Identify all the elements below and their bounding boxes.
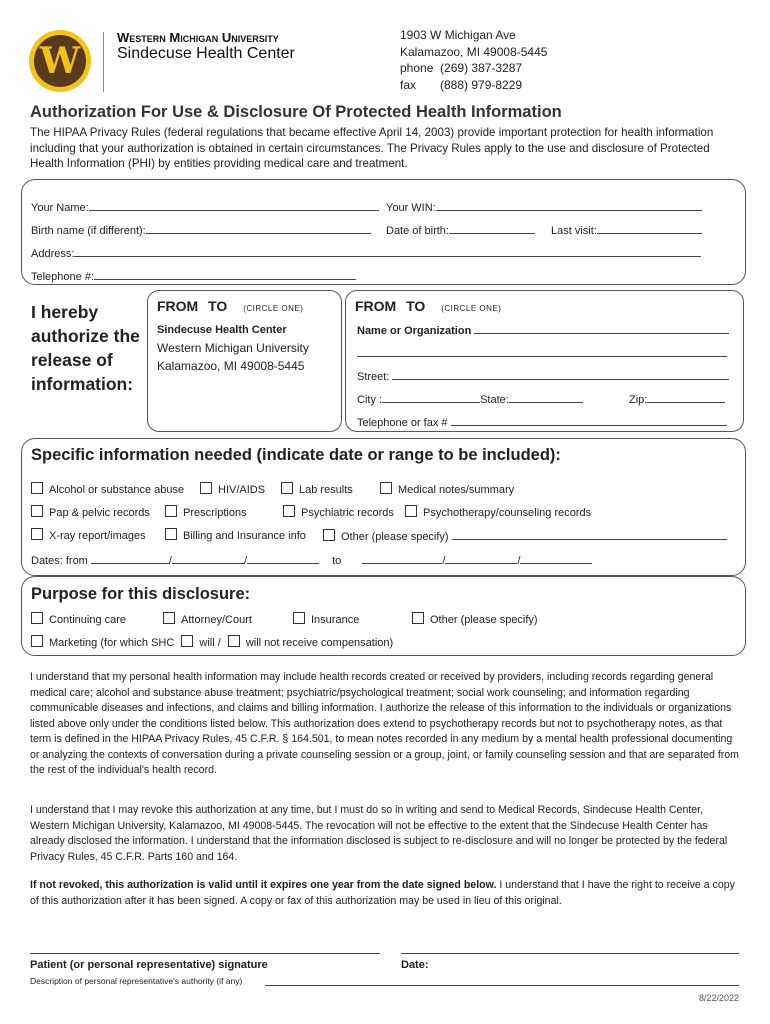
checkbox[interactable]: [283, 505, 295, 517]
phone-fax-row: [357, 414, 727, 431]
checkbox[interactable]: [281, 482, 293, 494]
slash: /: [442, 555, 446, 567]
opt-alcohol[interactable]: [31, 482, 184, 498]
paragraph-validity: [30, 878, 742, 909]
checkbox[interactable]: [405, 505, 417, 517]
last-visit-field[interactable]: [597, 222, 702, 234]
from-1-org: Sindecuse Health Center: [157, 324, 287, 336]
opt-pap[interactable]: [31, 505, 150, 521]
checkbox[interactable]: [163, 612, 175, 624]
checkbox[interactable]: [31, 505, 43, 517]
logo-inner: [34, 35, 86, 87]
from-1-label: FROM TO: [157, 298, 228, 314]
paragraph-disclosure: I understand that my personal health information may include health records created or received by providers, including records regarding general medical care; alcohol and substance abuse treatment; psychiatric/psychological treatment; social work counseling; and information regarding communicable diseases and infections, and claims and billing information. I authorize the release of this information to the individuals or organizations listed above only under the conditions listed below. This authorization does extend to psychotherapy records but not to psychotherapy notes, as that term is defined in the HIPAA Privacy Rules, 45 C.F.R. § 164.501, to mean notes recorded in any medium by a mental health professional documenting or analyzing the contexts of conversation during a private counseling session or a group, joint, or family counseling session and that are separated from the rest of the individual's health record.: [30, 671, 740, 776]
checkbox[interactable]: [31, 528, 43, 540]
slash: /: [517, 555, 521, 567]
dob-row: [386, 222, 535, 239]
opt-label: Billing and Insurance info: [183, 530, 306, 542]
address-line-2: Kalamazoo, MI 49008-5445: [400, 44, 548, 59]
last-visit-label: Last visit:: [551, 225, 597, 237]
checkbox[interactable]: [31, 482, 43, 494]
center-name: Sindecuse Health Center: [117, 45, 295, 62]
from-month-field[interactable]: [91, 552, 169, 564]
other-specify-field[interactable]: [452, 528, 727, 540]
name-label: Your Name:: [31, 202, 89, 214]
will-label: will /: [199, 637, 221, 649]
name-org-field-2[interactable]: [357, 356, 727, 357]
purpose-other[interactable]: [412, 612, 538, 628]
name-field[interactable]: [89, 199, 379, 211]
opt-label: Prescriptions: [183, 507, 247, 519]
checkbox[interactable]: [165, 505, 177, 517]
rep-authority-label: Description of personal representative's authority (if any): [30, 976, 243, 986]
to-month-field[interactable]: [362, 552, 442, 564]
name-org-field[interactable]: [474, 322, 729, 334]
last-visit-row: [551, 222, 702, 239]
validity-rest: I understand that I have the right to receive a copy of this authorization after it has been signed. A copy or fax of this authorization may be used in lieu of this original.: [30, 879, 735, 907]
opt-label: Alcohol or substance abuse: [49, 484, 185, 496]
contact-block: [400, 27, 547, 93]
slash: /: [243, 555, 248, 567]
purpose-continuing[interactable]: [31, 612, 126, 628]
name-org-label: Name or Organization: [357, 325, 472, 337]
state-field[interactable]: [509, 391, 583, 403]
fax-row: [400, 77, 547, 94]
will-checkbox[interactable]: [181, 635, 193, 647]
opt-label: Continuing care: [49, 614, 127, 626]
checkbox[interactable]: [31, 635, 43, 647]
revision-date: 8/22/2022: [699, 993, 740, 1003]
opt-lab[interactable]: [281, 482, 353, 498]
opt-label: Psychotherapy/counseling records: [423, 507, 592, 519]
purpose-insurance[interactable]: [293, 612, 359, 628]
rep-authority-field[interactable]: [265, 985, 739, 986]
opt-label: Insurance: [311, 614, 360, 626]
from-1-circle-one: (CIRCLE ONE): [243, 304, 304, 313]
to-label: to: [332, 555, 342, 567]
opt-label: Psychiatric records: [301, 507, 394, 519]
birth-name-field[interactable]: [146, 222, 371, 234]
fax-number: (888) 979-8229: [440, 77, 523, 92]
city-row: [357, 391, 583, 408]
zip-label: Zip:: [629, 394, 648, 406]
opt-other[interactable]: [323, 528, 727, 545]
paragraph-revocation: I understand that I may revoke this authorization at any time, but I must do so in writing and send to Medical Records, Sindecuse Health Center, Western Michigan University, Kalamazoo, MI 49008-5445. The revocation will not be effective to the extent that the Sindecuse Health Center has already disclosed the information. I understand that the information disclosed is subject to re-disclosure and will no longer be protected by the federal Privacy Rules, 45 C.F.R. Parts 160 and 164.: [30, 804, 728, 863]
authorize-heading: I hereby authorize the release of information:: [31, 302, 140, 394]
signature-field[interactable]: [30, 953, 380, 954]
opt-billing[interactable]: [165, 528, 306, 544]
phone-fax-field[interactable]: [451, 414, 727, 426]
checkbox[interactable]: [323, 529, 335, 541]
purpose-attorney[interactable]: [163, 612, 252, 628]
checkbox[interactable]: [200, 482, 212, 494]
opt-psychotherapy[interactable]: [405, 505, 591, 521]
phone-number: (269) 387-3287: [440, 61, 523, 75]
zip-field[interactable]: [647, 391, 725, 403]
marketing-label: Marketing (for which SHC: [49, 637, 175, 649]
opt-psychiatric[interactable]: [283, 505, 394, 521]
win-label: Your WIN:: [386, 202, 436, 214]
win-row: [386, 199, 702, 216]
name-row: [31, 199, 379, 216]
from-1-line3: Kalamazoo, MI 49008-5445: [157, 359, 305, 373]
intro-text: The HIPAA Privacy Rules (federal regulations that became effective April 14, 2003) provide important protection for health information including that your authorization is obtained in certain circumstances. The Privacy Rules apply to the use and disclosure of Protected Health Information (PHI) by entities providing medical care and treatment.: [30, 126, 714, 171]
opt-medical-notes[interactable]: [380, 482, 514, 498]
zip-row: [629, 391, 725, 408]
opt-label: Other (please specify): [430, 614, 538, 626]
to-day-field[interactable]: [445, 552, 517, 564]
state-label: State:: [480, 394, 509, 406]
phone-fax-label: Telephone or fax #: [357, 417, 448, 429]
opt-label: Pap & pelvic records: [49, 507, 150, 519]
to-year-field[interactable]: [520, 552, 592, 564]
address-field[interactable]: [74, 245, 701, 257]
logo-letter: W: [39, 40, 81, 82]
opt-label: Other (please specify): [341, 531, 449, 543]
from-2-circle-one: (CIRCLE ONE): [441, 304, 502, 313]
slash: /: [168, 555, 172, 567]
opt-prescriptions[interactable]: [165, 505, 247, 521]
telephone-field[interactable]: [94, 268, 356, 280]
dates-row: [31, 552, 592, 569]
purpose-heading: Purpose for this disclosure:: [31, 585, 251, 603]
telephone-row: [31, 268, 356, 285]
checkbox[interactable]: [412, 612, 424, 624]
city-label: City :: [357, 394, 383, 406]
phone-row: [400, 60, 547, 77]
birth-name-label: Birth name (if different):: [31, 225, 146, 237]
phone-label: phone: [400, 61, 434, 75]
telephone-label: Telephone #:: [31, 271, 94, 283]
opt-label: X-ray report/images: [49, 530, 146, 542]
opt-hiv[interactable]: [200, 482, 265, 498]
purpose-marketing[interactable]: [31, 635, 393, 651]
rep-authority-row: [30, 976, 242, 986]
logo-divider: [103, 32, 104, 92]
city-field[interactable]: [382, 391, 480, 403]
opt-label: Attorney/Court: [181, 614, 252, 626]
checkbox[interactable]: [293, 612, 305, 624]
university-name: Western Michigan University: [117, 30, 279, 45]
dob-field[interactable]: [449, 222, 535, 234]
street-row: [357, 368, 729, 385]
from-2-label: FROM TO: [355, 298, 426, 314]
opt-label: Lab results: [299, 484, 353, 496]
from-1-header: [157, 298, 303, 314]
form-title: Authorization For Use & Disclosure Of Protected Health Information: [30, 103, 562, 121]
from-year-field[interactable]: [247, 552, 319, 564]
date-label: Date:: [401, 959, 429, 971]
win-field[interactable]: [436, 199, 702, 211]
address-label: Address:: [31, 248, 75, 260]
address-line-1: 1903 W Michigan Ave: [400, 28, 516, 42]
name-org-row: [357, 322, 729, 339]
dob-label: Date of birth:: [386, 225, 449, 237]
opt-label: HIV/AIDS: [218, 484, 266, 496]
opt-xray[interactable]: [31, 528, 146, 544]
checkbox[interactable]: [31, 612, 43, 624]
dates-from-label: Dates: from: [31, 555, 88, 567]
checkbox[interactable]: [380, 482, 392, 494]
opt-label: Medical notes/summary: [398, 484, 515, 496]
checkbox[interactable]: [165, 528, 177, 540]
logo: [29, 30, 91, 92]
will-not-checkbox[interactable]: [228, 635, 240, 647]
birth-name-row: [31, 222, 371, 239]
date-field[interactable]: [401, 953, 739, 954]
signature-label: Patient (or personal representative) signature: [30, 959, 268, 971]
street-field[interactable]: [392, 368, 729, 380]
address-row: [31, 245, 701, 262]
will-not-label: will not receive compensation): [245, 637, 394, 649]
specific-heading: Specific information needed (indicate date or range to be included):: [31, 446, 561, 464]
street-label: Street:: [357, 371, 390, 383]
from-2-header: [355, 298, 501, 314]
fax-label: fax: [400, 77, 417, 92]
from-1-line2: Western Michigan University: [157, 341, 309, 355]
validity-bold: If not revoked, this authorization is valid until it expires one year from the date signed below.: [30, 879, 497, 891]
from-day-field[interactable]: [172, 552, 244, 564]
